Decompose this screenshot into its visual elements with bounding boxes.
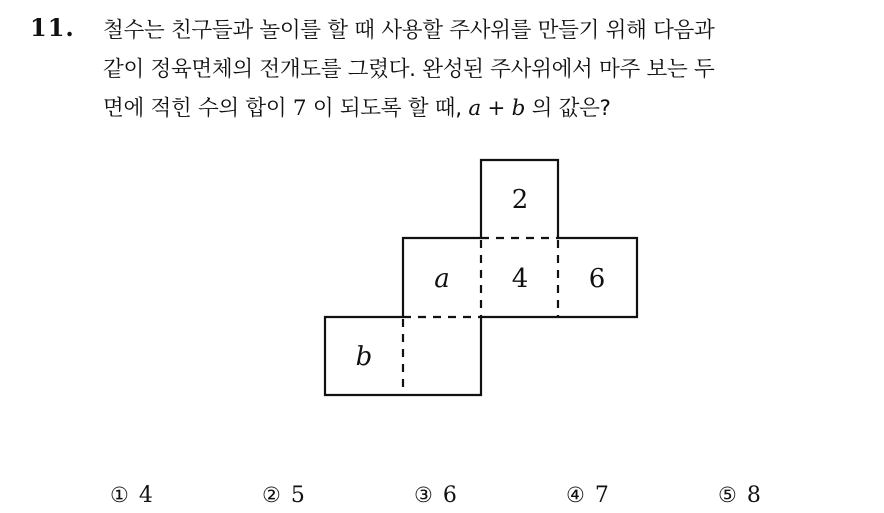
choice-value: 7	[594, 483, 609, 508]
face-label-top: 2	[511, 185, 529, 215]
expression-a-plus-b: a + b	[468, 96, 526, 121]
choice-1[interactable]	[110, 483, 153, 508]
choice-value: 6	[442, 483, 457, 508]
choice-mark: ③	[414, 483, 433, 507]
choice-4[interactable]	[566, 483, 609, 508]
sum-seven: 7	[292, 96, 307, 121]
question-number: 11.	[30, 13, 75, 42]
line3-prefix: 면에 적힌 수의 합이	[103, 96, 293, 121]
face-label-a: a	[434, 264, 450, 294]
choice-value: 5	[290, 483, 305, 508]
choice-mark: ②	[262, 483, 281, 507]
question-text-line-2: 같이 정육면체의 전개도를 그렸다. 완성된 주사위에서 마주 보는 두	[103, 57, 715, 82]
question-text-line-1: 철수는 친구들과 놀이를 할 때 사용할 주사위를 만들기 위해 다음과	[103, 18, 715, 43]
choice-5[interactable]	[718, 483, 761, 508]
choice-value: 4	[138, 483, 153, 508]
answer-choices	[0, 483, 884, 513]
choice-mark: ①	[110, 483, 129, 507]
face-label-center: 4	[511, 264, 529, 294]
line3-suffix: 의 값은?	[525, 96, 611, 121]
choice-mark: ⑤	[718, 483, 737, 507]
line3-middle: 이 되도록 할 때,	[306, 96, 469, 121]
choice-3[interactable]	[414, 483, 457, 508]
face-label-right: 6	[588, 264, 606, 294]
choice-value: 8	[746, 483, 761, 508]
choice-mark: ④	[566, 483, 585, 507]
face-label-b: b	[355, 342, 373, 372]
choice-2[interactable]	[262, 483, 305, 508]
